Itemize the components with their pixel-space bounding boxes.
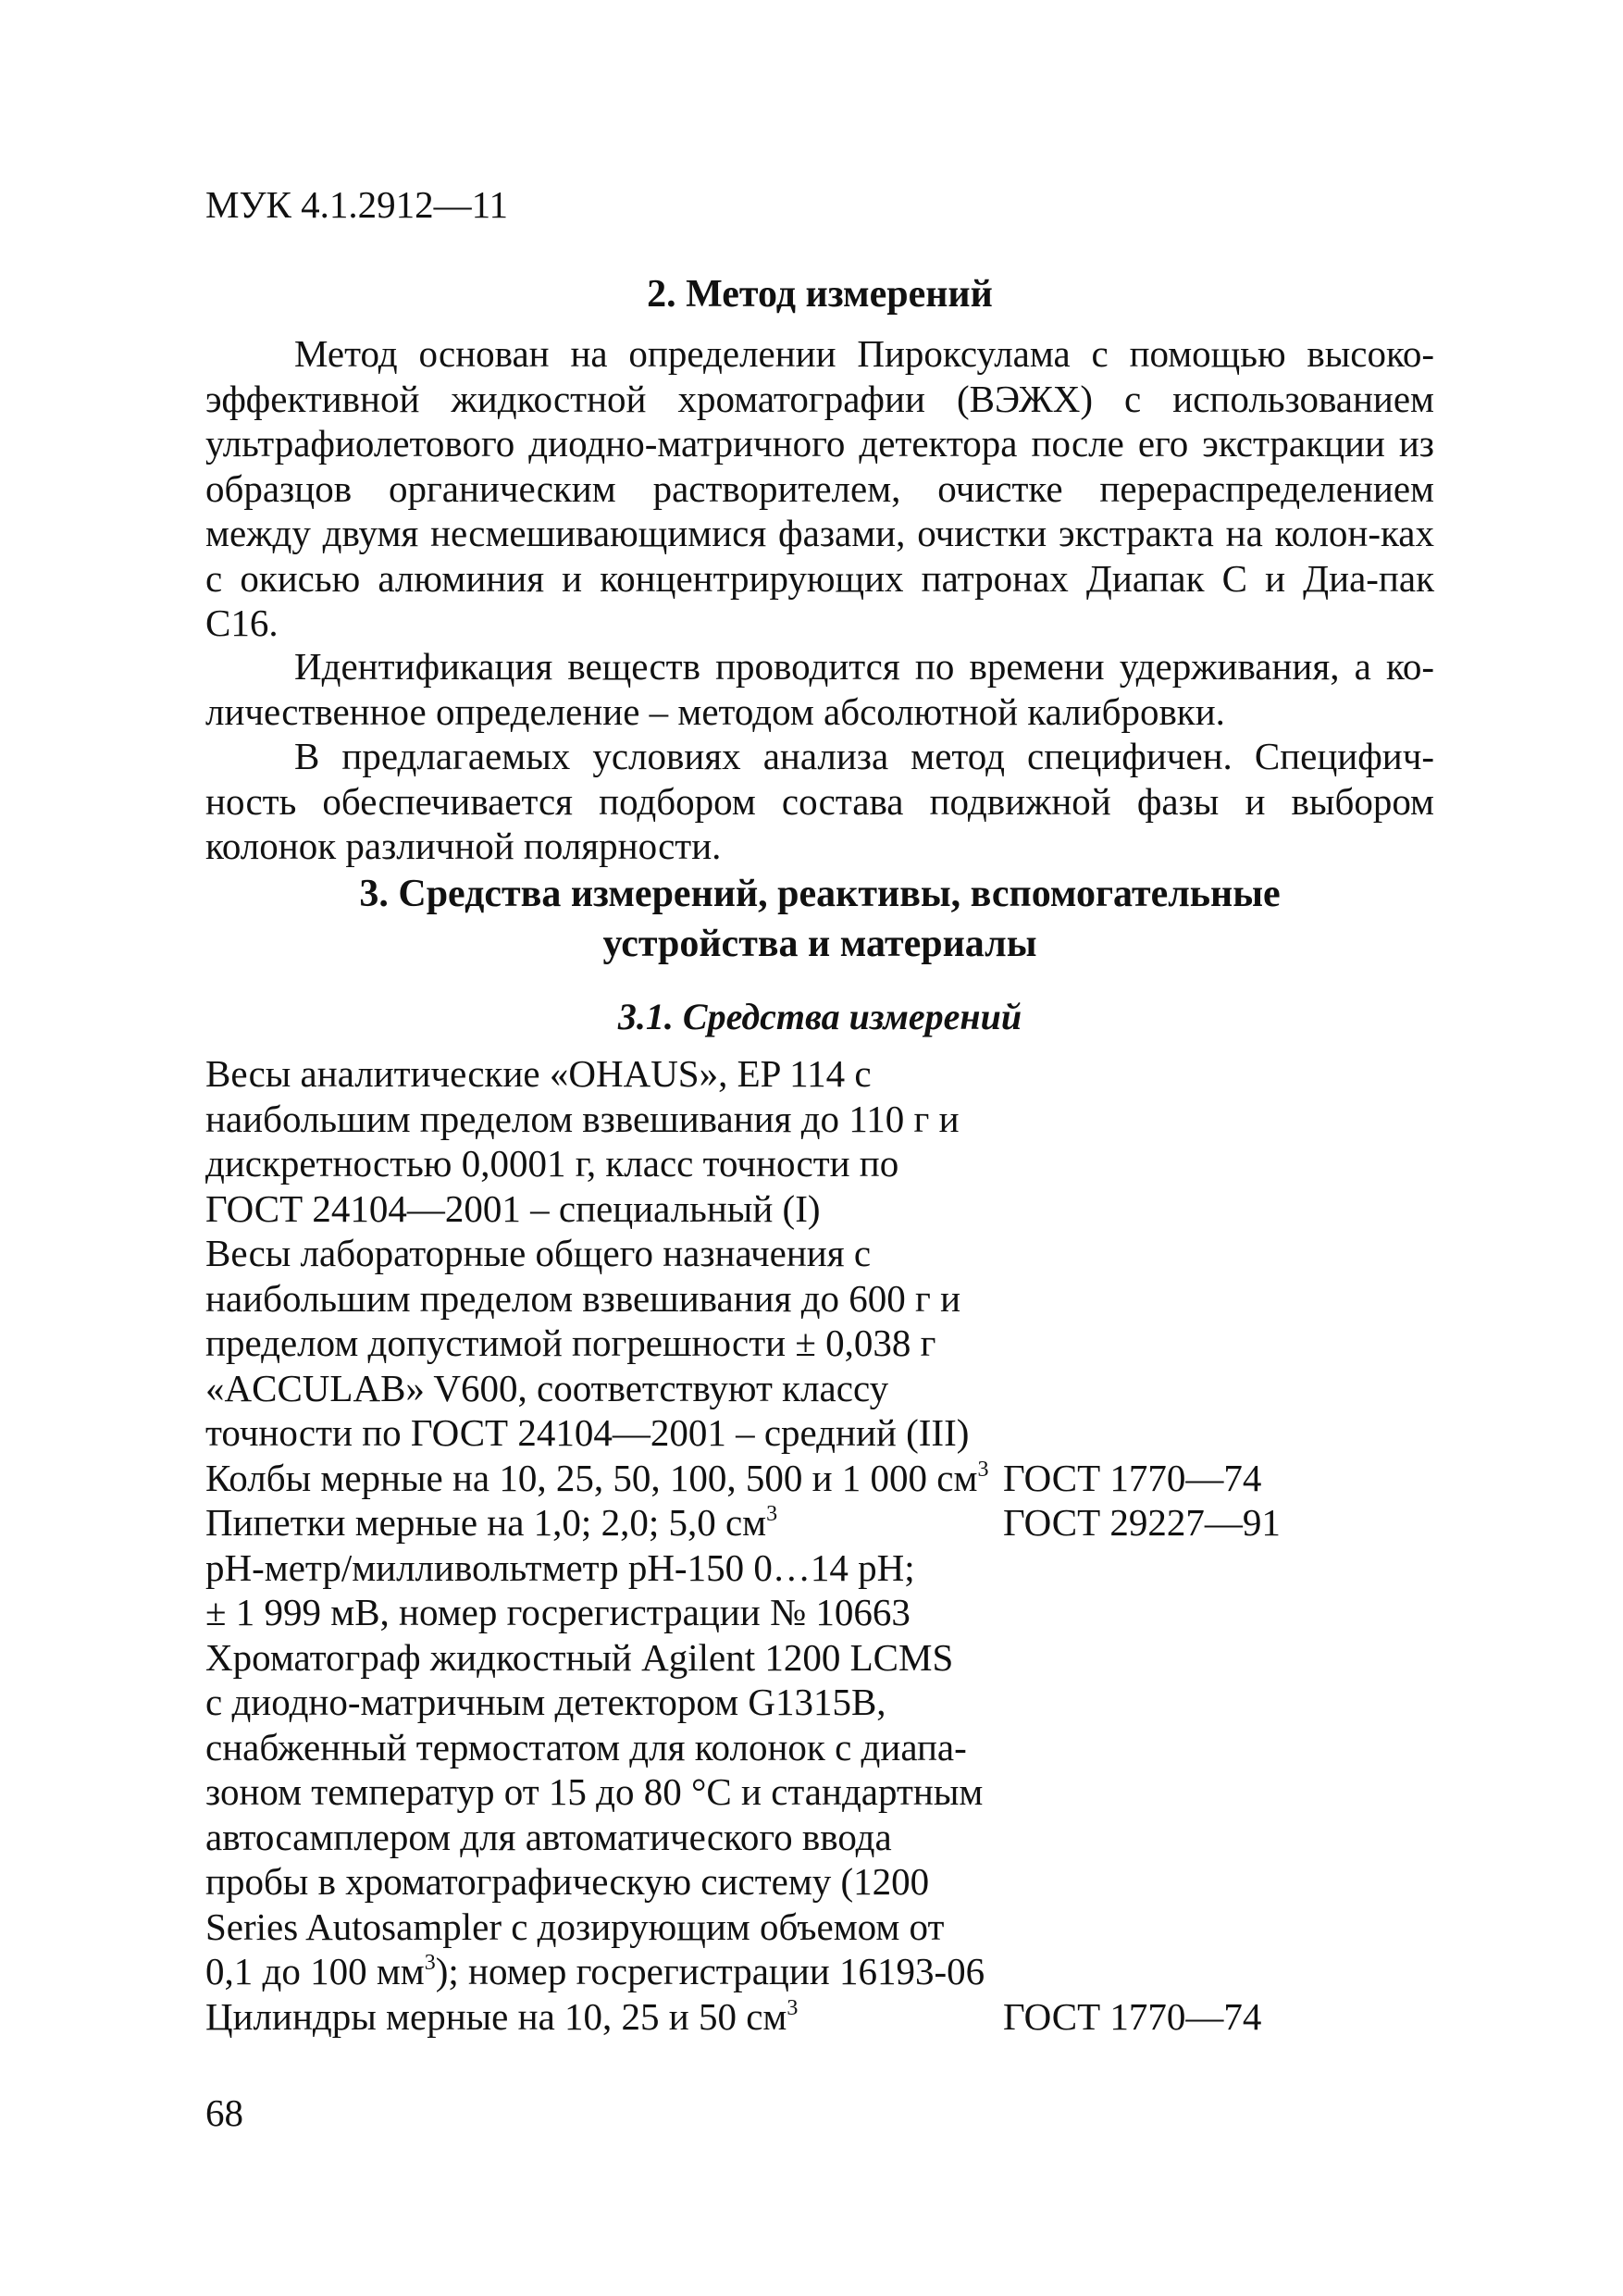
section-3-title-line-2: устройства и материалы bbox=[602, 923, 1037, 965]
method-paragraph-1: Метод основан на определении Пироксулама с помощью высоко-эффективной жидкостной хроматографии (ВЭЖХ) с использованием ультрафиолетового диодно-матричного детектора после его экстракции из образцов органическим растворителем, очистке перераспределением между двумя несмешивающимися фазами, очистки экстракта на колон-ках с окисью алюминия и концентрирующих патронах Диапак С и Диа-пак С16. bbox=[205, 332, 1434, 644]
superscript: 3 bbox=[787, 1995, 799, 2020]
instrument-standard: ГОСТ 1770—74 bbox=[1003, 1456, 1262, 1499]
instrument-description-text: Колбы мерные на 10, 25, 50, 100, 500 и 1 000 см bbox=[205, 1456, 978, 1499]
instrument-item bbox=[205, 1994, 1434, 2040]
superscript: 3 bbox=[766, 1502, 778, 1526]
instruments-list bbox=[205, 1051, 1434, 2039]
instrument-item bbox=[205, 1545, 1434, 1635]
instrument-description-tail: ); номер госрегистрации 16193-06 bbox=[435, 1950, 985, 1992]
instrument-description: Весы аналитические «OHAUS», EP 114 с наибольшим пределом взвешивания до 110 г и дискретностью 0,0001 г, класс точности по ГОСТ 24104—2001 – специальный (I) bbox=[205, 1052, 960, 1230]
section-3-title-line-1: 3. Средства измерений, реактивы, вспомогательные bbox=[359, 873, 1281, 915]
instrument-description bbox=[205, 1635, 1003, 1994]
instrument-standard: ГОСТ 29227—91 bbox=[1003, 1501, 1281, 1544]
instrument-description bbox=[205, 1994, 1003, 2040]
instrument-item bbox=[205, 1500, 1434, 1545]
section-2-title: 2. Метод измерений bbox=[647, 273, 993, 316]
instrument-description: pH-метр/милливольтметр pH-150 0…14 pH; ± 1 999 мВ, номер госрегистрации № 10663 bbox=[205, 1545, 915, 1633]
page-number: 68 bbox=[205, 2091, 243, 2134]
method-paragraph-3: В предлагаемых условиях анализа метод специфичен. Специфич-ность обеспечивается подбором состава подвижной фазы и выбором колонок различной полярности. bbox=[205, 735, 1434, 867]
instrument-item bbox=[205, 1231, 1434, 1456]
instrument-description-text: Хроматограф жидкостный Agilent 1200 LCMS с диодно-матричным детектором G1315B, снабженный термостатом для колонок с диапа- зоном температур от 15 до 80 °С и стандартным автосамплером для автоматического ввода пробы в хроматографическую систему (1200 Series Autosampler с дозирующим объемом от 0,1 до 100 мм bbox=[205, 1635, 984, 1992]
method-paragraph-2: Идентификация веществ проводится по времени удерживания, а ко-личественное определение – методом абсолютной калибровки. bbox=[205, 645, 1434, 733]
instrument-description-text: Цилиндры мерные на 10, 25 и 50 см bbox=[205, 1994, 787, 2038]
instrument-item bbox=[205, 1456, 1434, 1501]
instrument-item bbox=[205, 1051, 1434, 1231]
superscript: 3 bbox=[977, 1457, 989, 1482]
instrument-description-text: Пипетки мерные на 1,0; 2,0; 5,0 см bbox=[205, 1501, 767, 1544]
document-code: МУК 4.1.2912—11 bbox=[205, 183, 509, 226]
instrument-description bbox=[205, 1500, 1003, 1545]
instrument-standard: ГОСТ 1770—74 bbox=[1003, 1994, 1262, 2038]
superscript: 3 bbox=[424, 1951, 436, 1975]
instrument-description bbox=[205, 1456, 1003, 1501]
instrument-item bbox=[205, 1635, 1434, 1994]
subsection-3-1-title: 3.1. Средства измерений bbox=[617, 996, 1022, 1037]
instrument-description: Весы лабораторные общего назначения с наибольшим пределом взвешивания до 600 г и пределом допустимой погрешности ± 0,038 г «ACCULAB» V600, соответствуют классу точности по ГОСТ 24104—2001 – средний (III) bbox=[205, 1232, 970, 1454]
